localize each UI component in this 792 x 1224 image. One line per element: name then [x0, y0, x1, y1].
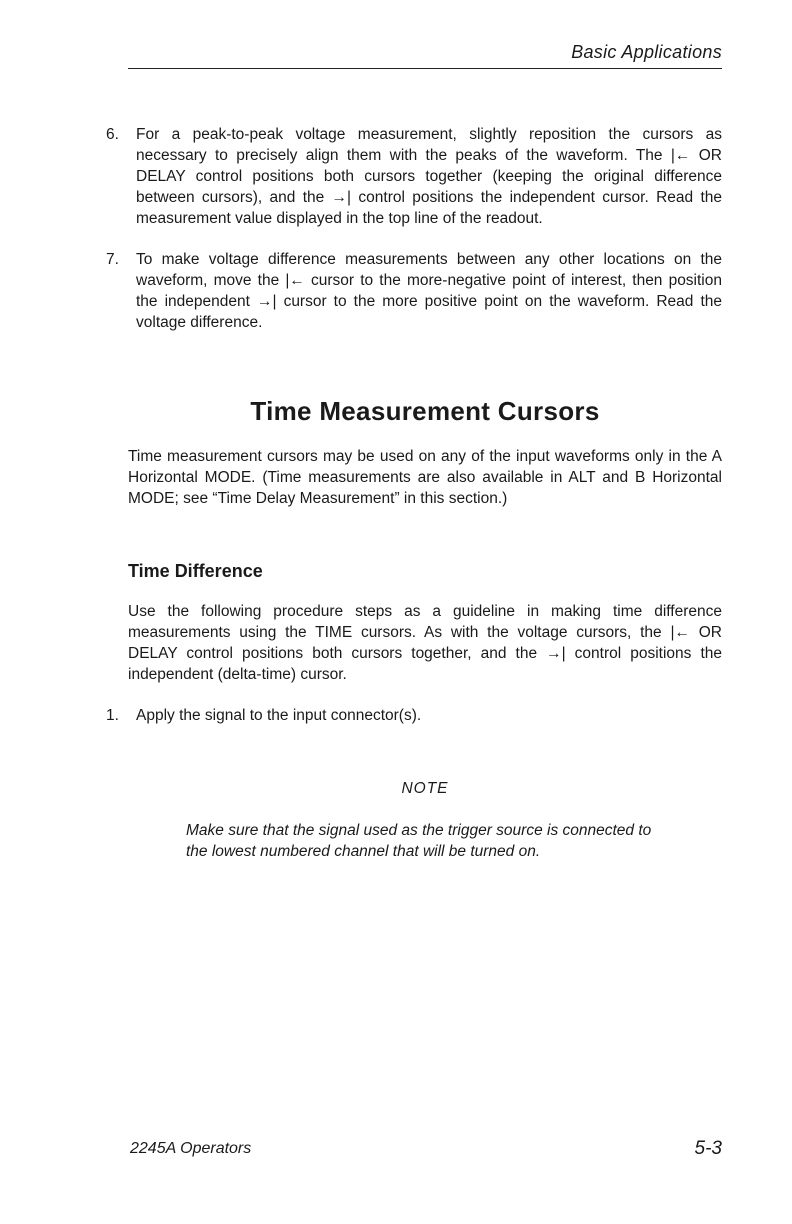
note-text: Make sure that the signal used as the trigger source is connected to the lowest numbered channel that will be turned on. — [186, 822, 652, 860]
step-text: Apply the signal to the input connector(s). — [136, 707, 422, 724]
section-title: Time Measurement Cursors — [250, 396, 600, 426]
step-text: For a peak-to-peak voltage measurement, slightly reposition the cursors as necessary to precisely align them with the peaks of the waveform. The |← OR DELAY control positions both cursors together (keeping the original difference between cursors), and the →| control positions the independent cursor. Read the measurement value displayed in the top line of the readout. — [136, 126, 722, 227]
step-number: 7. — [106, 251, 119, 268]
footer-page-number: 5-3 — [694, 1138, 722, 1159]
running-title: Basic Applications — [571, 42, 722, 62]
note-title: NOTE — [401, 780, 449, 797]
page-content — [106, 124, 722, 862]
step-6 — [106, 124, 722, 229]
step-1 — [106, 705, 722, 726]
subsection-intro: Use the following procedure steps as a guideline in making time difference measurements using the TIME cursors. As with the voltage cursors, the |← OR DELAY control positions both cursors together, and the →| control positions the independent (delta-time) cursor. — [128, 603, 722, 683]
subsection-title: Time Difference — [128, 561, 263, 581]
step-number: 6. — [106, 126, 119, 143]
step-text: To make voltage difference measurements between any other locations on the waveform, move the |← cursor to the more-negative point of interest, then position the independent →| cursor to the more positive point on the waveform. Read the voltage difference. — [136, 251, 722, 331]
page-header — [128, 40, 722, 69]
step-number: 1. — [106, 707, 119, 724]
footer-manual-name: 2245A Operators — [130, 1140, 252, 1157]
step-7 — [106, 249, 722, 333]
section-intro: Time measurement cursors may be used on any of the input waveforms only in the A Horizontal MODE. (Time measurements are also available in ALT and B Horizontal MODE; see “Time Delay Measurement” in this section.) — [128, 448, 722, 507]
